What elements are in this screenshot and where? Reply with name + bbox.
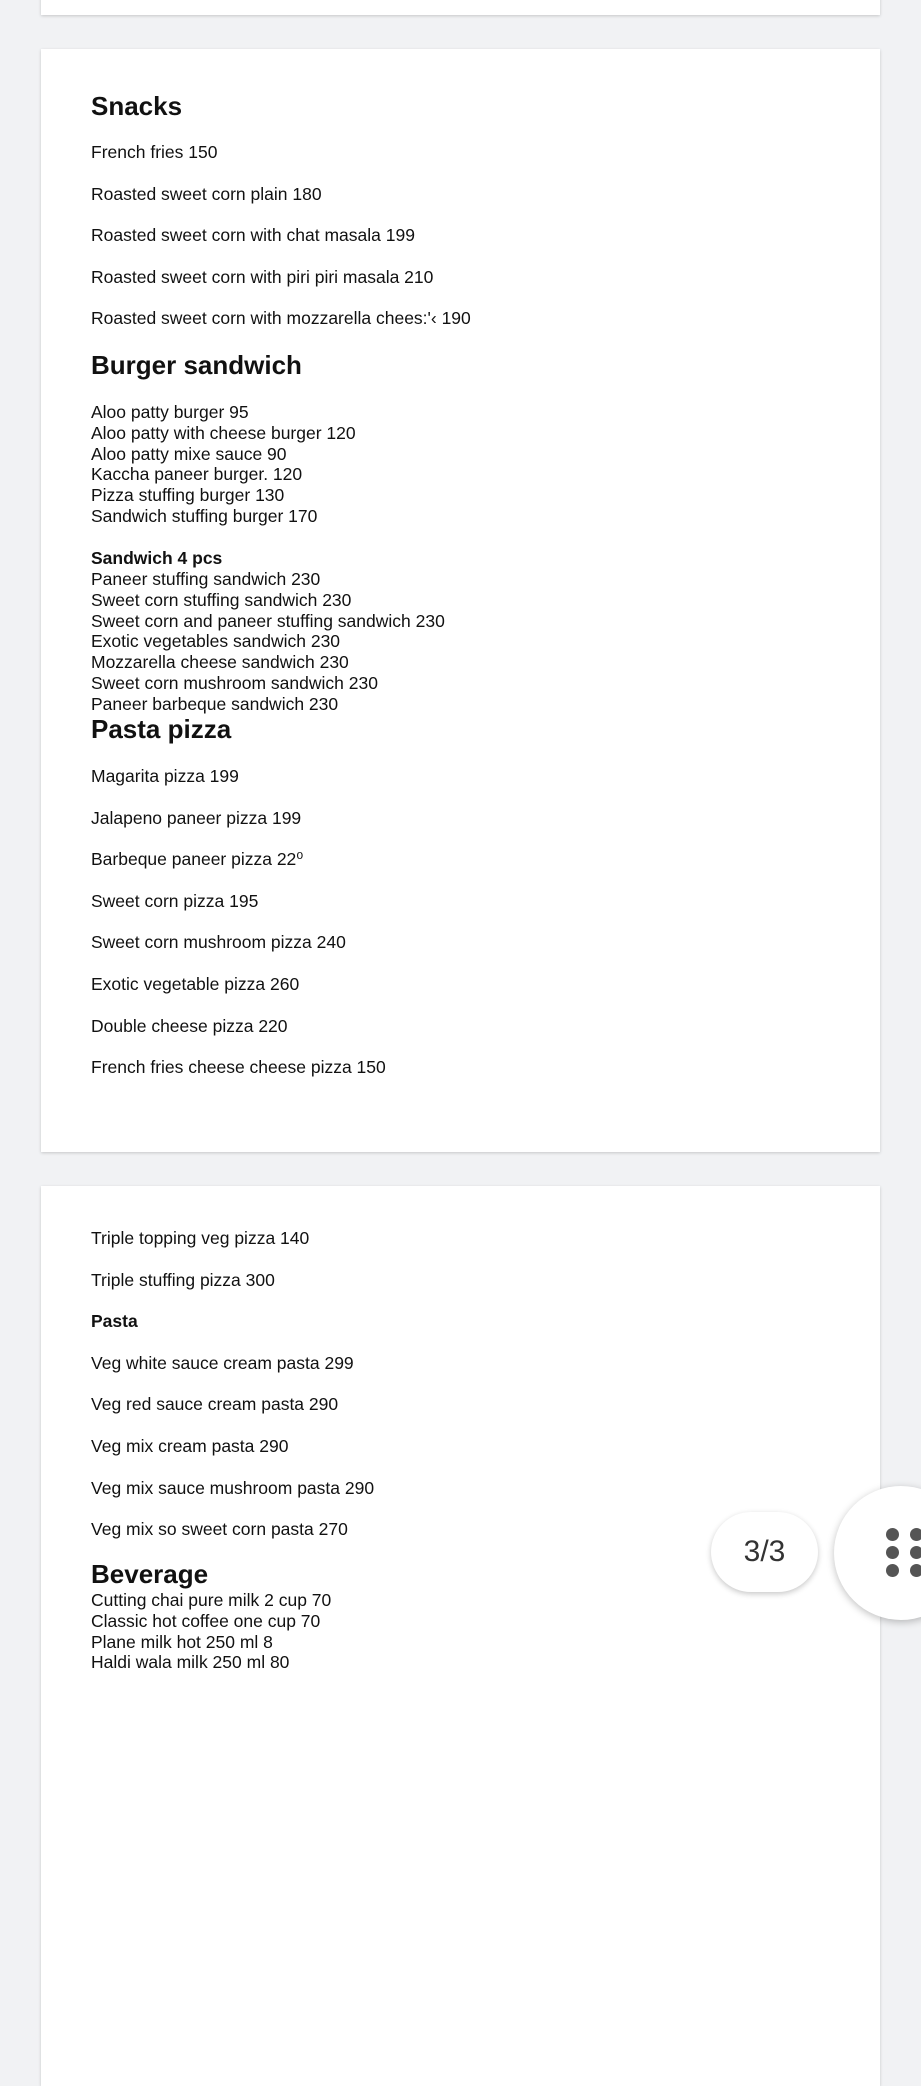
list-item: Haldi wala milk 250 ml 80 <box>91 1652 290 1673</box>
list-item: Roasted sweet corn with chat masala 199 <box>91 225 415 246</box>
list-item: Triple stuffing pizza 300 <box>91 1269 275 1290</box>
document-page-2 <box>41 49 880 1152</box>
list-item: Magarita pizza 199 <box>91 766 239 786</box>
list-item: French fries cheese cheese pizza 150 <box>91 1057 386 1078</box>
list-item: Paneer stuffing sandwich 230 <box>91 569 321 589</box>
snacks-list <box>91 141 840 349</box>
sandwich-list <box>91 547 840 715</box>
list-item: Triple topping veg pizza 140 <box>91 1228 310 1248</box>
burger-list <box>91 402 840 527</box>
list-item: Sandwich stuffing burger 170 <box>91 505 318 526</box>
burger-section <box>91 349 840 381</box>
list-item: Sweet corn stuffing sandwich 230 <box>91 589 352 610</box>
list-item: Jalapeno paneer pizza 199 <box>91 807 302 828</box>
list-item: Veg mix so sweet corn pasta 270 <box>91 1519 348 1540</box>
list-item: Plane milk hot 250 ml 8 <box>91 1631 273 1652</box>
list-item: Kaccha paneer burger. 120 <box>91 464 303 485</box>
list-item: Veg red sauce cream pasta 290 <box>91 1394 339 1415</box>
list-item: Barbeque paneer pizza 22⁰ <box>91 849 304 870</box>
list-item: Double cheese pizza 220 <box>91 1015 288 1036</box>
list-item: Aloo patty mixe sauce 90 <box>91 443 287 464</box>
list-item: Sweet corn mushroom sandwich 230 <box>91 672 378 693</box>
list-item: Cutting chai pure milk 2 cup 70 <box>91 1590 332 1610</box>
previous-page <box>41 0 880 15</box>
list-item: Sweet corn mushroom pizza 240 <box>91 932 346 953</box>
beverage-list <box>91 1590 840 1673</box>
list-item: Roasted sweet corn with mozzarella chees:'‹ 190 <box>91 308 471 329</box>
list-item: Paneer barbeque sandwich 230 <box>91 693 339 714</box>
list-item: Veg white sauce cream pasta 299 <box>91 1352 354 1373</box>
pizza-list <box>91 765 840 1098</box>
list-item: Aloo patty burger 95 <box>91 402 249 422</box>
list-item: Veg mix sauce mushroom pasta 290 <box>91 1477 375 1498</box>
list-item: Exotic vegetables sandwich 230 <box>91 631 341 652</box>
page-indicator[interactable] <box>711 1512 818 1592</box>
subsection-title-sandwich: Sandwich 4 pcs <box>91 548 223 568</box>
list-item: Pizza stuffing burger 130 <box>91 485 285 506</box>
pizza-section <box>91 713 840 745</box>
document-page-3 <box>41 1186 880 2086</box>
section-title-beverage: Beverage <box>91 1559 209 1589</box>
list-item: Exotic vegetable pizza 260 <box>91 973 300 994</box>
snacks-section <box>91 90 840 122</box>
page-indicator-label: 3/3 <box>743 1535 786 1568</box>
section-title-snacks: Snacks <box>91 91 183 121</box>
list-item: Mozzarella cheese sandwich 230 <box>91 652 349 673</box>
pizza-continued-list <box>91 1227 840 1560</box>
subsection-title-pasta: Pasta <box>91 1311 138 1332</box>
list-item: Roasted sweet corn with piri piri masala 210 <box>91 266 434 287</box>
list-item: Veg mix cream pasta 290 <box>91 1435 289 1456</box>
section-title-pasta-pizza: Pasta pizza <box>91 714 232 744</box>
list-item: Sweet corn pizza 195 <box>91 890 259 911</box>
section-title-burger-sandwich: Burger sandwich <box>91 350 302 380</box>
apps-grid-icon <box>886 1528 921 1578</box>
list-item: Sweet corn and paneer stuffing sandwich 230 <box>91 610 445 631</box>
list-item: French fries 150 <box>91 142 218 162</box>
list-item: Aloo patty with cheese burger 120 <box>91 422 356 443</box>
list-item: Roasted sweet corn plain 180 <box>91 183 322 204</box>
list-item: Classic hot coffee one cup 70 <box>91 1610 321 1631</box>
